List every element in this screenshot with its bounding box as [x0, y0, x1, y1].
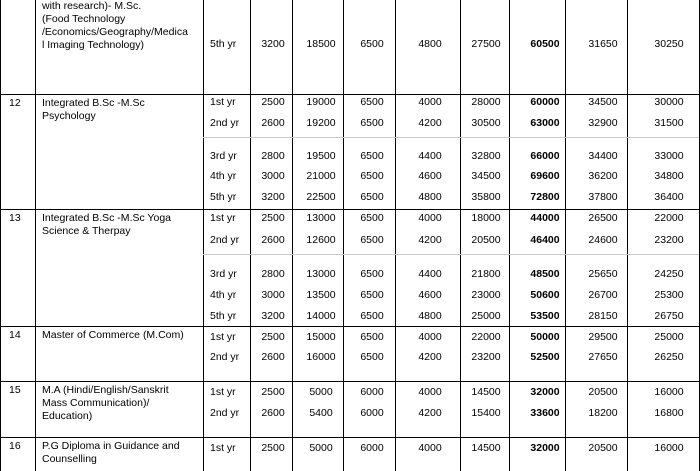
course-name-line: Mass Communication)/ — [42, 397, 150, 409]
fee-value-c4: 4400 — [418, 268, 442, 280]
serial-number: 15 — [9, 384, 21, 396]
fee-value-c8: 16000 — [654, 386, 684, 398]
course-name-line: l Imaging Technology) — [42, 39, 144, 51]
fee-value-c8: 16000 — [654, 442, 684, 454]
fee-value-c8: 16800 — [654, 407, 684, 419]
fee-value-c8: 25300 — [654, 289, 684, 301]
fee-value-c3: 6500 — [360, 268, 384, 280]
fee-value-c6: 50000 — [530, 331, 560, 343]
fee-value-c3: 6000 — [360, 407, 384, 419]
fee-value-c3: 6000 — [360, 442, 384, 454]
fee-value-c6: 53500 — [530, 310, 560, 322]
course-name-line: P.G Diploma in Guidance and — [42, 440, 180, 452]
fee-value-c3: 6500 — [360, 289, 384, 301]
fee-value-c5: 20500 — [471, 234, 501, 246]
fee-value-c7: 26700 — [588, 289, 618, 301]
fee-value-c1: 2800 — [261, 150, 285, 162]
course-name-line: (Food Technology — [42, 13, 126, 25]
year-label: 2nd yr — [210, 351, 240, 363]
fee-value-c3: 6500 — [360, 170, 384, 182]
fee-value-c4: 4000 — [418, 331, 442, 343]
course-name-line: Counselling — [42, 453, 97, 465]
year-label: 4th yr — [210, 289, 237, 301]
fee-value-c2: 13500 — [306, 289, 336, 301]
fee-value-c3: 6500 — [360, 212, 384, 224]
year-label: 1st yr — [210, 331, 236, 343]
fee-value-c4: 4200 — [418, 234, 442, 246]
fee-value-c8: 36400 — [654, 191, 684, 203]
fee-value-c5: 23000 — [471, 289, 501, 301]
fee-value-c6: 69600 — [530, 170, 560, 182]
fee-value-c4: 4000 — [418, 442, 442, 454]
fee-value-c5: 15400 — [471, 407, 501, 419]
fee-value-c3: 6500 — [360, 310, 384, 322]
inner-separator-0 — [203, 137, 699, 138]
fee-value-c5: 35800 — [471, 191, 501, 203]
fee-value-c2: 19200 — [306, 117, 336, 129]
fee-value-c8: 26750 — [654, 310, 684, 322]
year-label: 5th yr — [210, 310, 237, 322]
group-separator-1 — [0, 209, 700, 210]
fee-value-c7: 20500 — [588, 386, 618, 398]
course-name-line: Education) — [42, 410, 93, 422]
fee-value-c3: 6500 — [360, 331, 384, 343]
fee-value-c2: 16000 — [306, 351, 336, 363]
fee-value-c3: 6500 — [360, 117, 384, 129]
fee-value-c7: 24600 — [588, 234, 618, 246]
fee-value-c5: 22000 — [471, 331, 501, 343]
fee-value-c1: 2500 — [261, 96, 285, 108]
group-separator-3 — [0, 381, 700, 382]
year-label: 1st yr — [210, 96, 236, 108]
fee-value-c5: 23200 — [471, 351, 501, 363]
serial-number: 12 — [9, 97, 21, 109]
fee-value-c8: 30000 — [654, 96, 684, 108]
fee-value-c1: 2500 — [261, 442, 285, 454]
group-separator-2 — [0, 326, 700, 327]
fee-value-c6: 60000 — [530, 96, 560, 108]
fee-value-c5: 34500 — [471, 170, 501, 182]
course-name-line: with research)- M.Sc. — [42, 0, 142, 12]
serial-number: 16 — [9, 440, 21, 452]
fee-value-c2: 12600 — [306, 234, 336, 246]
fee-value-c2: 19000 — [306, 96, 336, 108]
fee-value-c6: 48500 — [530, 268, 560, 280]
course-name-line: Integrated B.Sc -M.Sc — [42, 97, 145, 109]
fee-value-c6: 63000 — [530, 117, 560, 129]
fee-value-c7: 27650 — [588, 351, 618, 363]
fee-value-c3: 6500 — [360, 234, 384, 246]
grid-vline-0 — [0, 0, 1, 471]
fee-value-c8: 34800 — [654, 170, 684, 182]
fee-value-c3: 6500 — [360, 38, 384, 50]
fee-value-c6: 66000 — [530, 150, 560, 162]
course-name-line: Psychology — [42, 110, 96, 122]
fee-value-c1: 2600 — [261, 234, 285, 246]
course-name-line: /Economics/Geography/Medica — [42, 26, 188, 38]
fee-value-c2: 5000 — [309, 442, 333, 454]
fee-value-c3: 6500 — [360, 191, 384, 203]
fee-value-c5: 28000 — [471, 96, 501, 108]
fee-value-c5: 27500 — [471, 38, 501, 50]
fee-value-c2: 13000 — [306, 212, 336, 224]
fee-value-c2: 5400 — [309, 407, 333, 419]
year-label: 1st yr — [210, 386, 236, 398]
fee-value-c7: 37800 — [588, 191, 618, 203]
fee-value-c2: 21000 — [306, 170, 336, 182]
grid-vline-1 — [35, 0, 36, 471]
fee-value-c8: 22000 — [654, 212, 684, 224]
fee-value-c6: 32000 — [530, 386, 560, 398]
fee-value-c2: 14000 — [306, 310, 336, 322]
year-label: 3rd yr — [210, 150, 237, 162]
year-label: 2nd yr — [210, 407, 240, 419]
fee-value-c7: 26500 — [588, 212, 618, 224]
fee-value-c4: 4000 — [418, 386, 442, 398]
fee-value-c7: 34500 — [588, 96, 618, 108]
year-label: 4th yr — [210, 170, 237, 182]
fee-value-c8: 24250 — [654, 268, 684, 280]
fee-value-c2: 15000 — [306, 331, 336, 343]
fee-value-c8: 23200 — [654, 234, 684, 246]
fee-value-c5: 14500 — [471, 386, 501, 398]
fee-value-c6: 32000 — [530, 442, 560, 454]
fee-value-c7: 20500 — [588, 442, 618, 454]
fee-value-c5: 30500 — [471, 117, 501, 129]
fee-value-c1: 2600 — [261, 117, 285, 129]
fee-value-c5: 14500 — [471, 442, 501, 454]
fee-value-c7: 29500 — [588, 331, 618, 343]
fee-value-c1: 3200 — [261, 38, 285, 50]
fee-value-c8: 31500 — [654, 117, 684, 129]
fee-value-c4: 4000 — [418, 96, 442, 108]
serial-number: 14 — [9, 329, 21, 341]
fee-value-c3: 6500 — [360, 96, 384, 108]
fee-value-c4: 4800 — [418, 191, 442, 203]
year-label: 5th yr — [210, 191, 237, 203]
fee-value-c5: 25000 — [471, 310, 501, 322]
fee-value-c3: 6000 — [360, 386, 384, 398]
fee-value-c8: 25000 — [654, 331, 684, 343]
fee-value-c7: 32900 — [588, 117, 618, 129]
fee-value-c4: 4800 — [418, 38, 442, 50]
fee-value-c1: 3200 — [261, 191, 285, 203]
group-separator-0 — [0, 94, 700, 95]
fee-value-c2: 13000 — [306, 268, 336, 280]
course-name-line: Master of Commerce (M.Com) — [42, 329, 184, 341]
fee-value-c5: 18000 — [471, 212, 501, 224]
fee-value-c6: 60500 — [530, 38, 560, 50]
fee-value-c8: 30250 — [654, 38, 684, 50]
fee-value-c1: 3200 — [261, 310, 285, 322]
course-name-line: M.A (Hindi/English/Sanskrit — [42, 384, 169, 396]
fee-value-c8: 26250 — [654, 351, 684, 363]
fee-value-c1: 2500 — [261, 212, 285, 224]
fee-value-c5: 21800 — [471, 268, 501, 280]
fee-value-c1: 2600 — [261, 351, 285, 363]
fee-value-c4: 4200 — [418, 117, 442, 129]
fee-value-c1: 2800 — [261, 268, 285, 280]
fee-value-c6: 52500 — [530, 351, 560, 363]
fee-value-c2: 19500 — [306, 150, 336, 162]
fee-value-c6: 72800 — [530, 191, 560, 203]
fee-value-c6: 46400 — [530, 234, 560, 246]
year-label: 3rd yr — [210, 268, 237, 280]
inner-separator-1 — [203, 254, 699, 255]
fee-value-c3: 6500 — [360, 351, 384, 363]
fee-value-c4: 4200 — [418, 351, 442, 363]
fee-value-c1: 2500 — [261, 331, 285, 343]
fee-value-c7: 28150 — [588, 310, 618, 322]
group-separator-4 — [0, 437, 700, 438]
fee-value-c6: 44000 — [530, 212, 560, 224]
fee-value-c5: 32800 — [471, 150, 501, 162]
year-label: 1st yr — [210, 212, 236, 224]
serial-number: 13 — [9, 212, 21, 224]
fee-value-c4: 4600 — [418, 170, 442, 182]
fee-value-c4: 4000 — [418, 212, 442, 224]
fee-value-c1: 3000 — [261, 289, 285, 301]
year-label: 2nd yr — [210, 117, 240, 129]
course-name-line: Integrated B.Sc -M.Sc Yoga — [42, 212, 171, 224]
fee-value-c2: 22500 — [306, 191, 336, 203]
course-name-line: Science & Therpay — [42, 225, 131, 237]
fee-value-c7: 34400 — [588, 150, 618, 162]
fee-value-c2: 18500 — [306, 38, 336, 50]
fee-value-c1: 2600 — [261, 407, 285, 419]
grid-vline-2 — [203, 0, 204, 471]
year-label: 5th yr — [210, 38, 237, 50]
fee-value-c1: 3000 — [261, 170, 285, 182]
fee-value-c7: 25650 — [588, 268, 618, 280]
fee-value-c7: 18200 — [588, 407, 618, 419]
fee-value-c7: 36200 — [588, 170, 618, 182]
fee-value-c3: 6500 — [360, 150, 384, 162]
fee-value-c4: 4600 — [418, 289, 442, 301]
fee-value-c8: 33000 — [654, 150, 684, 162]
fee-value-c6: 33600 — [530, 407, 560, 419]
year-label: 1st yr — [210, 442, 236, 454]
year-label: 2nd yr — [210, 234, 240, 246]
fee-value-c2: 5000 — [309, 386, 333, 398]
fee-value-c4: 4400 — [418, 150, 442, 162]
fee-value-c6: 50600 — [530, 289, 560, 301]
fee-value-c4: 4200 — [418, 407, 442, 419]
fee-value-c4: 4800 — [418, 310, 442, 322]
fee-value-c1: 2500 — [261, 386, 285, 398]
fee-value-c7: 31650 — [588, 38, 618, 50]
